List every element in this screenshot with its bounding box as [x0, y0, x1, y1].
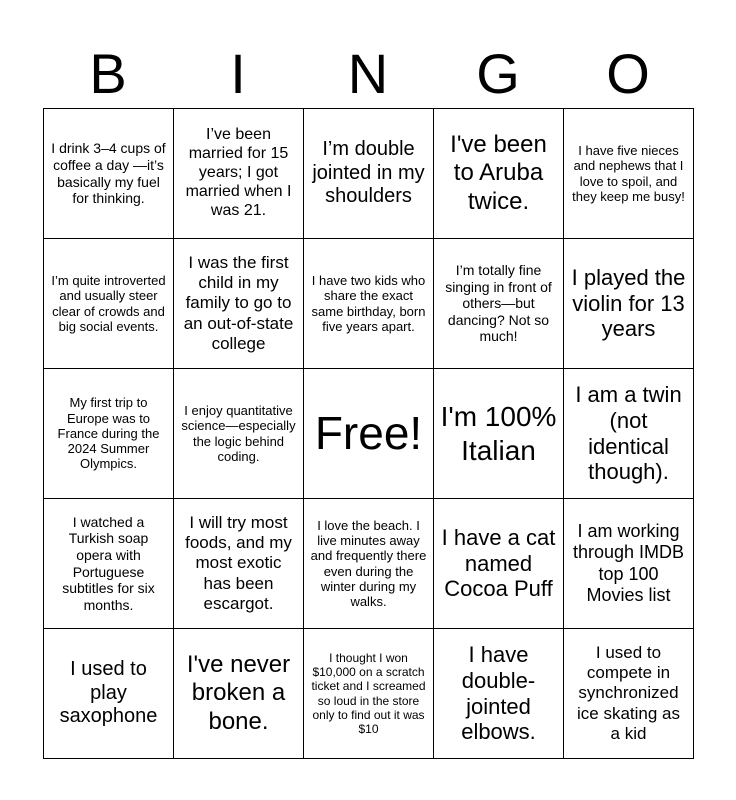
bingo-cell[interactable]: I drink 3–4 cups of coffee a day —it’s basically my fuel for thinking.	[44, 109, 174, 239]
bingo-cell[interactable]: I’m quite introverted and usually steer clear of crowds and big social events.	[44, 239, 174, 369]
bingo-cell[interactable]: I'm 100% Italian	[434, 369, 564, 499]
header-letter-o: O	[606, 42, 650, 105]
bingo-cell[interactable]: I have five nieces and nephews that I love to spoil, and they keep me busy!	[564, 109, 694, 239]
bingo-row	[44, 499, 694, 629]
bingo-cell[interactable]: I’ve been married for 15 years; I got married when I was 21.	[174, 109, 304, 239]
bingo-cell[interactable]: I love the beach. I live minutes away and frequently there even during the winter during my walks.	[304, 499, 434, 629]
bingo-header	[43, 44, 693, 104]
bingo-row	[44, 369, 694, 499]
bingo-row	[44, 239, 694, 369]
bingo-cell[interactable]: I’m totally fine singing in front of others—but dancing? Not so much!	[434, 239, 564, 369]
header-letter-i: I	[230, 42, 246, 105]
bingo-cell[interactable]: I was the first child in my family to go to an out-of-state college	[174, 239, 304, 369]
bingo-cell[interactable]: I've been to Aruba twice.	[434, 109, 564, 239]
bingo-cell[interactable]: I used to play saxophone	[44, 629, 174, 759]
free-space-cell[interactable]: Free!	[304, 369, 434, 499]
bingo-cell[interactable]: I have double-jointed elbows.	[434, 629, 564, 759]
bingo-cell[interactable]: I played the violin for 13 years	[564, 239, 694, 369]
header-letter-g: G	[476, 42, 520, 105]
bingo-cell[interactable]: I watched a Turkish soap opera with Portuguese subtitles for six months.	[44, 499, 174, 629]
bingo-cell[interactable]: I used to compete in synchronized ice skating as a kid	[564, 629, 694, 759]
bingo-cell[interactable]: My first trip to Europe was to France during the 2024 Summer Olympics.	[44, 369, 174, 499]
bingo-cell[interactable]: I thought I won $10,000 on a scratch ticket and I screamed so loud in the store only to find out it was $10	[304, 629, 434, 759]
bingo-cell[interactable]: I have a cat named Cocoa Puff	[434, 499, 564, 629]
bingo-card	[43, 108, 694, 759]
bingo-cell[interactable]: I have two kids who share the exact same birthday, born five years apart.	[304, 239, 434, 369]
header-letter-b: B	[89, 42, 127, 105]
bingo-cell[interactable]: I’m double jointed in my shoulders	[304, 109, 434, 239]
bingo-cell[interactable]: I am a twin (not identical though).	[564, 369, 694, 499]
bingo-cell[interactable]: I enjoy quantitative science—especially the logic behind coding.	[174, 369, 304, 499]
header-letter-n: N	[347, 42, 389, 105]
bingo-cell[interactable]: I am working through IMDB top 100 Movies list	[564, 499, 694, 629]
bingo-row	[44, 109, 694, 239]
bingo-row	[44, 629, 694, 759]
bingo-cell[interactable]: I will try most foods, and my most exotic has been escargot.	[174, 499, 304, 629]
bingo-cell[interactable]: I've never broken a bone.	[174, 629, 304, 759]
